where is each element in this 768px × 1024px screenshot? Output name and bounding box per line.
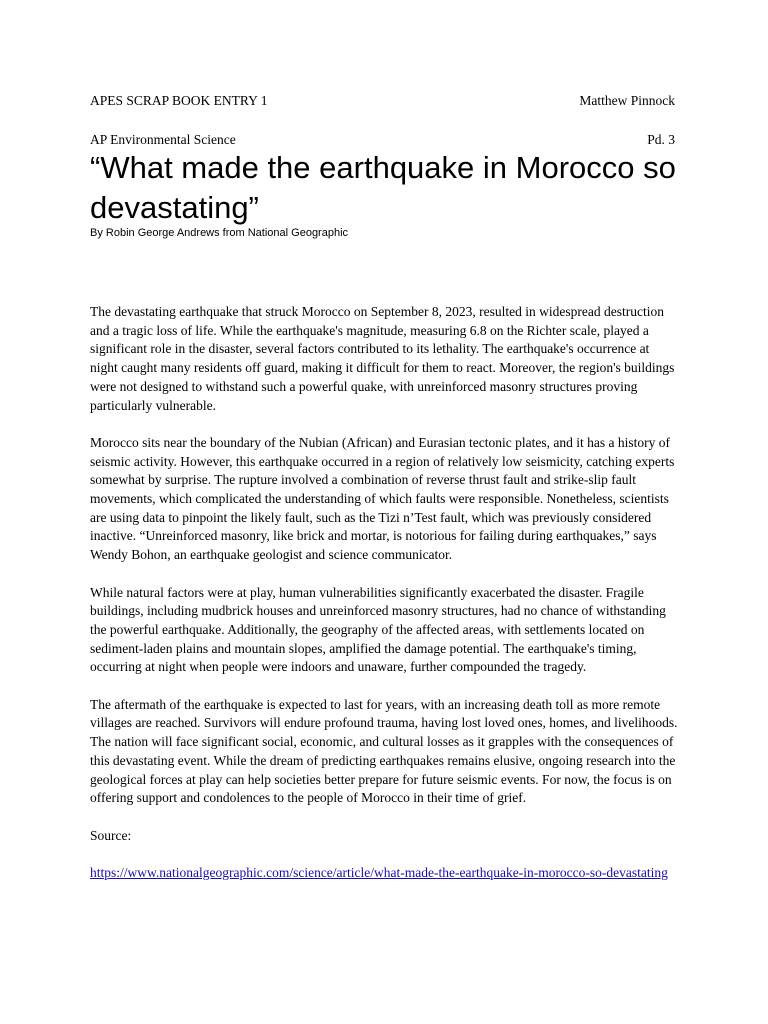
article-body xyxy=(90,303,680,883)
class-period: Pd. 3 xyxy=(647,132,675,147)
article-title: “What made the earthquake in Morocco so devastating” xyxy=(90,150,676,225)
header-row-top xyxy=(90,93,675,109)
header-row-course xyxy=(90,132,675,148)
paragraph: The devastating earthquake that struck Morocco on September 8, 2023, resulted in widespread destruction and a tragic loss of life. While the earthquake's magnitude, measuring 6.8 on the Richter scale, played a significant role in the disaster, several factors contributed to its lethality. The earthquake's occurrence at night caught many residents off guard, making it difficult for them to react. Moreover, the region's buildings were not designed to withstand such a powerful quake, with unreinforced masonry structures proving particularly vulnerable. xyxy=(90,304,675,413)
paragraph: While natural factors were at play, human vulnerabilities significantly exacerbated the disaster. Fragile buildings, including mudbrick houses and unreinforced masonry structures, had no chance of withstanding the powerful earthquake. Additionally, the geography of the affected areas, with settlements located on sediment-laden plains and mountain slopes, amplified the damage potential. The earthquake's timing, occurring at night when people were indoors and unaware, further compounded the tragedy. xyxy=(90,584,666,675)
paragraph: The aftermath of the earthquake is expected to last for years, with an increasing death toll as more remote villages are reached. Survivors will endure profound trauma, having lost loved ones, homes, and livelihoods. The nation will face significant social, economic, and cultural losses as it grapples with the consequences of this devastating event. While the dream of predicting earthquakes remains elusive, ongoing research into the geological forces at play can help societies better prepare for future seismic events. For now, the focus is on offering support and condolences to the people of Morocco in their time of grief. xyxy=(90,696,678,806)
author-name: Matthew Pinnock xyxy=(579,93,675,108)
article-byline: By Robin George Andrews from National Geographic xyxy=(90,227,349,239)
paragraph: Morocco sits near the boundary of the Nubian (African) and Eurasian tectonic plates, and it has a history of seismic activity. However, this earthquake occurred in a region of relatively low seismicity, catching experts somewhat by surprise. The rupture involved a combination of reverse thrust fault and strike-slip fault movements, which complicated the understanding of which faults were responsible. Nonetheless, scientists are using data to pinpoint the likely fault, such as the Tizi n’Test fault, which was previously considered inactive. “Unreinforced masonry, like brick and mortar, is notorious for failing during earthquakes,” says Wendy Bohon, an earthquake geologist and science communicator. xyxy=(90,434,675,563)
course-name: AP Environmental Science xyxy=(90,132,236,147)
entry-label: APES SCRAP BOOK ENTRY 1 xyxy=(90,93,268,108)
source-link[interactable]: https://www.nationalgeographic.com/science/article/what-made-the-earthquake-in-morocco-so-devastating xyxy=(90,865,668,881)
source-label: Source: xyxy=(90,827,132,843)
